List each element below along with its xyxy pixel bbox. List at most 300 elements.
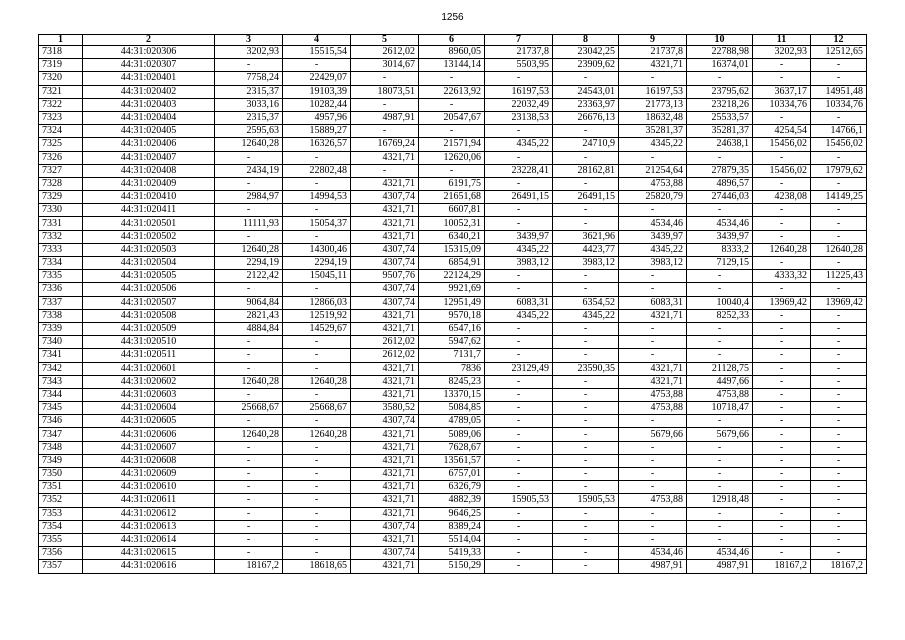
table-cell: - xyxy=(553,125,619,138)
table-cell: 22429,07 xyxy=(283,72,351,85)
table-cell: 25668,67 xyxy=(283,402,351,415)
table-cell: 10282,44 xyxy=(283,98,351,111)
table-cell: 5679,66 xyxy=(619,428,687,441)
table-cell: 4534,46 xyxy=(619,217,687,230)
table-cell: 4987,91 xyxy=(619,560,687,573)
table-cell: 7335 xyxy=(39,270,83,283)
table-cell: - xyxy=(553,204,619,217)
table-cell: - xyxy=(215,283,283,296)
table-cell: - xyxy=(687,507,753,520)
table-cell: 6340,21 xyxy=(419,230,485,243)
table-cell: 3033,16 xyxy=(215,98,283,111)
table-cell: - xyxy=(485,217,553,230)
table-cell: 7351 xyxy=(39,481,83,494)
table-cell: 44:31:020402 xyxy=(83,85,215,98)
column-header: 6 xyxy=(419,35,485,46)
table-cell: - xyxy=(687,481,753,494)
table-cell: - xyxy=(811,283,867,296)
table-cell: 5679,66 xyxy=(687,428,753,441)
table-cell: 2612,02 xyxy=(351,46,419,59)
table-cell: 22788,98 xyxy=(687,46,753,59)
table-cell: - xyxy=(351,72,419,85)
table-row xyxy=(39,481,867,494)
table-row xyxy=(39,454,867,467)
table-cell: 4321,71 xyxy=(351,428,419,441)
table-cell: - xyxy=(283,230,351,243)
table-cell: 9507,76 xyxy=(351,270,419,283)
table-cell: - xyxy=(553,547,619,560)
table-cell: 6547,16 xyxy=(419,322,485,335)
table-cell: - xyxy=(553,507,619,520)
table-cell: 9064,84 xyxy=(215,296,283,309)
table-cell: 4534,46 xyxy=(687,217,753,230)
table-row xyxy=(39,230,867,243)
table-cell: - xyxy=(485,402,553,415)
table-cell: 9921,69 xyxy=(419,283,485,296)
table-cell: 7329 xyxy=(39,191,83,204)
table-cell: 7341 xyxy=(39,349,83,362)
table-cell: 44:31:020405 xyxy=(83,125,215,138)
table-cell: - xyxy=(753,322,811,335)
table-cell: - xyxy=(553,441,619,454)
table-cell: - xyxy=(753,72,811,85)
table-cell: - xyxy=(485,520,553,533)
table-cell: 2294,19 xyxy=(283,257,351,270)
table-cell: 6191,75 xyxy=(419,177,485,190)
table-cell: 8333,2 xyxy=(687,243,753,256)
table-body xyxy=(39,46,867,574)
table-cell: 44:31:020404 xyxy=(83,111,215,124)
table-cell: 7348 xyxy=(39,441,83,454)
table-cell: 7319 xyxy=(39,59,83,72)
table-cell: 8245,23 xyxy=(419,375,485,388)
table-row xyxy=(39,388,867,401)
table-cell: 15905,53 xyxy=(485,494,553,507)
table-cell: - xyxy=(811,204,867,217)
table-cell: 7346 xyxy=(39,415,83,428)
table-cell: 6083,31 xyxy=(619,296,687,309)
table-cell: - xyxy=(485,349,553,362)
table-cell: 12512,65 xyxy=(811,46,867,59)
table-cell: 4321,71 xyxy=(351,468,419,481)
table-cell: 15054,37 xyxy=(283,217,351,230)
table-row xyxy=(39,494,867,507)
table-cell: 44:31:020613 xyxy=(83,520,215,533)
table-cell: 12620,06 xyxy=(419,151,485,164)
table-cell: - xyxy=(753,257,811,270)
table-cell: 2595,63 xyxy=(215,125,283,138)
table-cell: - xyxy=(485,270,553,283)
table-cell: 22613,92 xyxy=(419,85,485,98)
table-cell: 7326 xyxy=(39,151,83,164)
table-cell: 23138,53 xyxy=(485,111,553,124)
table-row xyxy=(39,98,867,111)
table-cell: 27446,03 xyxy=(687,191,753,204)
table-cell: - xyxy=(811,375,867,388)
table-cell: - xyxy=(553,560,619,573)
table-cell: 44:31:020501 xyxy=(83,217,215,230)
column-header: 1 xyxy=(39,35,83,46)
table-cell: 3202,93 xyxy=(753,46,811,59)
table-cell: 44:31:020409 xyxy=(83,177,215,190)
table-cell: 44:31:020503 xyxy=(83,243,215,256)
table-cell: - xyxy=(753,441,811,454)
table-cell: 4957,96 xyxy=(283,111,351,124)
table-cell: 2434,19 xyxy=(215,164,283,177)
table-cell: - xyxy=(215,468,283,481)
table-cell: 7357 xyxy=(39,560,83,573)
table-cell: 12640,28 xyxy=(215,138,283,151)
table-cell: - xyxy=(553,415,619,428)
table-row xyxy=(39,309,867,322)
table-cell: 23129,49 xyxy=(485,362,553,375)
table-cell: 44:31:020607 xyxy=(83,441,215,454)
table-cell: 4753,88 xyxy=(619,388,687,401)
table-cell: - xyxy=(811,72,867,85)
table-cell: - xyxy=(553,375,619,388)
table-cell: 44:31:020611 xyxy=(83,494,215,507)
table-cell: - xyxy=(553,454,619,467)
column-header: 9 xyxy=(619,35,687,46)
table-cell: 6757,01 xyxy=(419,468,485,481)
table-row xyxy=(39,322,867,335)
table-row xyxy=(39,204,867,217)
table-cell: 24543,01 xyxy=(553,85,619,98)
table-cell: 4321,71 xyxy=(351,151,419,164)
table-cell: - xyxy=(811,428,867,441)
table-cell: 7328 xyxy=(39,177,83,190)
table-cell: 4345,22 xyxy=(619,243,687,256)
table-cell: - xyxy=(215,547,283,560)
table-cell: 7628,67 xyxy=(419,441,485,454)
table-cell: 26676,13 xyxy=(553,111,619,124)
table-cell: 26491,15 xyxy=(553,191,619,204)
table-cell: 3580,52 xyxy=(351,402,419,415)
table-cell: - xyxy=(687,204,753,217)
table-cell: 3621,96 xyxy=(553,230,619,243)
table-cell: 2122,42 xyxy=(215,270,283,283)
column-header: 4 xyxy=(283,35,351,46)
table-cell: 7131,7 xyxy=(419,349,485,362)
table-cell: 44:31:020616 xyxy=(83,560,215,573)
table-row xyxy=(39,560,867,573)
table-cell: - xyxy=(753,111,811,124)
table-cell: - xyxy=(419,164,485,177)
table-cell: - xyxy=(619,481,687,494)
table-row xyxy=(39,375,867,388)
table-cell: - xyxy=(553,217,619,230)
table-row xyxy=(39,217,867,230)
table-cell: 14529,67 xyxy=(283,322,351,335)
table-cell: 6607,81 xyxy=(419,204,485,217)
table-cell: 4321,71 xyxy=(351,507,419,520)
table-cell: - xyxy=(283,507,351,520)
table-cell: - xyxy=(553,322,619,335)
table-cell: 13969,42 xyxy=(753,296,811,309)
table-cell: - xyxy=(811,151,867,164)
table-cell: - xyxy=(753,336,811,349)
table-cell: 7322 xyxy=(39,98,83,111)
table-cell: 7343 xyxy=(39,375,83,388)
table-cell: 6854,91 xyxy=(419,257,485,270)
table-cell: - xyxy=(619,204,687,217)
table-cell: - xyxy=(753,349,811,362)
table-cell: - xyxy=(485,468,553,481)
table-cell: 12640,28 xyxy=(215,243,283,256)
table-cell: 44:31:020504 xyxy=(83,257,215,270)
table-cell: 21571,94 xyxy=(419,138,485,151)
table-cell: 7338 xyxy=(39,309,83,322)
table-cell: 4307,74 xyxy=(351,257,419,270)
table-cell: - xyxy=(753,533,811,546)
table-cell: - xyxy=(753,283,811,296)
table-cell: 44:31:020306 xyxy=(83,46,215,59)
table-cell: 9570,18 xyxy=(419,309,485,322)
table-cell: - xyxy=(619,151,687,164)
table-cell: 15045,11 xyxy=(283,270,351,283)
table-cell: 7129,15 xyxy=(687,257,753,270)
table-cell: 8389,24 xyxy=(419,520,485,533)
table-cell: 22802,48 xyxy=(283,164,351,177)
table-cell: 7339 xyxy=(39,322,83,335)
table-cell: - xyxy=(811,533,867,546)
table-cell: 44:31:020603 xyxy=(83,388,215,401)
table-cell: 4307,74 xyxy=(351,191,419,204)
table-cell: - xyxy=(811,481,867,494)
table-cell: 4321,71 xyxy=(351,481,419,494)
table-cell: - xyxy=(283,177,351,190)
table-cell: - xyxy=(283,59,351,72)
table-cell: 4534,46 xyxy=(619,547,687,560)
table-row xyxy=(39,164,867,177)
table-cell: - xyxy=(619,454,687,467)
column-header: 11 xyxy=(753,35,811,46)
table-cell: 7332 xyxy=(39,230,83,243)
column-header: 8 xyxy=(553,35,619,46)
table-cell: - xyxy=(283,441,351,454)
table-cell: 4321,71 xyxy=(619,362,687,375)
table-row xyxy=(39,138,867,151)
table-cell: 4333,32 xyxy=(753,270,811,283)
table-row xyxy=(39,111,867,124)
table-cell: 7336 xyxy=(39,283,83,296)
table-cell: 14300,46 xyxy=(283,243,351,256)
table-cell: 7352 xyxy=(39,494,83,507)
table-cell: 8252,33 xyxy=(687,309,753,322)
table-cell: 3439,97 xyxy=(687,230,753,243)
table-row xyxy=(39,72,867,85)
table-cell: - xyxy=(485,388,553,401)
table-cell: 21737,8 xyxy=(485,46,553,59)
table-cell: 35281,37 xyxy=(687,125,753,138)
table-cell: - xyxy=(687,533,753,546)
table-cell: - xyxy=(215,230,283,243)
table-cell: 5150,29 xyxy=(419,560,485,573)
table-cell: 22032,49 xyxy=(485,98,553,111)
table-cell: 5419,33 xyxy=(419,547,485,560)
table-cell: 7836 xyxy=(419,362,485,375)
table-cell: - xyxy=(419,72,485,85)
table-cell: 4497,66 xyxy=(687,375,753,388)
table-cell: - xyxy=(485,547,553,560)
table-cell: 35281,37 xyxy=(619,125,687,138)
column-header: 5 xyxy=(351,35,419,46)
table-cell: - xyxy=(283,494,351,507)
table-cell: 18167,2 xyxy=(811,560,867,573)
table-cell: 8960,05 xyxy=(419,46,485,59)
table-row xyxy=(39,151,867,164)
table-cell: - xyxy=(485,375,553,388)
table-cell: 2294,19 xyxy=(215,257,283,270)
table-cell: 14951,48 xyxy=(811,85,867,98)
table-cell: - xyxy=(811,111,867,124)
table-cell: 7353 xyxy=(39,507,83,520)
table-cell: - xyxy=(753,415,811,428)
table-cell: - xyxy=(283,362,351,375)
table-cell: 44:31:020604 xyxy=(83,402,215,415)
table-cell: - xyxy=(811,494,867,507)
table-cell: 6354,52 xyxy=(553,296,619,309)
table-cell: 12918,48 xyxy=(687,494,753,507)
table-cell: - xyxy=(283,204,351,217)
table-cell: - xyxy=(485,125,553,138)
table-cell: 23218,26 xyxy=(687,98,753,111)
table-cell: 44:31:020401 xyxy=(83,72,215,85)
table-cell: - xyxy=(553,468,619,481)
table-cell: - xyxy=(619,507,687,520)
table-cell: - xyxy=(753,59,811,72)
table-cell: 10718,47 xyxy=(687,402,753,415)
table-cell: - xyxy=(215,481,283,494)
table-cell: 7350 xyxy=(39,468,83,481)
table-cell: 25533,57 xyxy=(687,111,753,124)
table-cell: 12640,28 xyxy=(811,243,867,256)
table-cell: - xyxy=(283,454,351,467)
table-cell: - xyxy=(215,349,283,362)
table-cell: 4884,84 xyxy=(215,322,283,335)
table-cell: 7327 xyxy=(39,164,83,177)
table-cell: 14994,53 xyxy=(283,191,351,204)
table-cell: - xyxy=(553,533,619,546)
table-cell: 44:31:020508 xyxy=(83,309,215,322)
table-cell: - xyxy=(619,533,687,546)
table-cell: 18167,2 xyxy=(215,560,283,573)
table-cell: 7320 xyxy=(39,72,83,85)
table-cell: - xyxy=(485,204,553,217)
table-cell: - xyxy=(553,349,619,362)
table-cell: 7334 xyxy=(39,257,83,270)
table-row xyxy=(39,415,867,428)
table-cell: 2315,37 xyxy=(215,111,283,124)
table-cell: 44:31:020407 xyxy=(83,151,215,164)
table-cell: 9646,25 xyxy=(419,507,485,520)
table-cell: - xyxy=(687,415,753,428)
table-cell: - xyxy=(283,349,351,362)
table-cell: 7355 xyxy=(39,533,83,546)
table-row xyxy=(39,296,867,309)
table-cell: - xyxy=(215,454,283,467)
table-cell: - xyxy=(485,151,553,164)
table-cell: 5089,06 xyxy=(419,428,485,441)
table-cell: 15905,53 xyxy=(553,494,619,507)
table-cell: - xyxy=(619,322,687,335)
table-row xyxy=(39,441,867,454)
table-cell: 23042,25 xyxy=(553,46,619,59)
table-cell: - xyxy=(811,217,867,230)
table-cell: 5514,04 xyxy=(419,533,485,546)
table-cell: 13561,57 xyxy=(419,454,485,467)
table-cell: - xyxy=(687,151,753,164)
table-cell: 14149,25 xyxy=(811,191,867,204)
table-cell: 4987,91 xyxy=(351,111,419,124)
table-row xyxy=(39,520,867,533)
table-cell: 7356 xyxy=(39,547,83,560)
table-cell: - xyxy=(553,336,619,349)
table-cell: 17979,62 xyxy=(811,164,867,177)
table-cell: 4321,71 xyxy=(351,204,419,217)
table-cell: 4321,71 xyxy=(351,494,419,507)
table-cell: - xyxy=(215,362,283,375)
table-cell: 44:31:020605 xyxy=(83,415,215,428)
table-cell: - xyxy=(553,402,619,415)
table-cell: - xyxy=(485,72,553,85)
table-cell: 4307,74 xyxy=(351,243,419,256)
table-row xyxy=(39,349,867,362)
table-row xyxy=(39,533,867,546)
table-cell: - xyxy=(283,151,351,164)
table-row xyxy=(39,270,867,283)
table-cell: 15515,54 xyxy=(283,46,351,59)
table-cell: 3637,17 xyxy=(753,85,811,98)
table-cell: - xyxy=(753,507,811,520)
table-row xyxy=(39,402,867,415)
table-row xyxy=(39,125,867,138)
table-cell: 4321,71 xyxy=(351,177,419,190)
table-cell: 44:31:020602 xyxy=(83,375,215,388)
table-cell: 44:31:020502 xyxy=(83,230,215,243)
table-cell: 12640,28 xyxy=(753,243,811,256)
table-cell: - xyxy=(619,72,687,85)
table-cell: 44:31:020307 xyxy=(83,59,215,72)
table-cell: - xyxy=(485,560,553,573)
table-cell: 2821,43 xyxy=(215,309,283,322)
table-cell: 44:31:020609 xyxy=(83,468,215,481)
table-row xyxy=(39,85,867,98)
table-row xyxy=(39,257,867,270)
table-cell: 44:31:020612 xyxy=(83,507,215,520)
table-row xyxy=(39,336,867,349)
table-cell: 23228,41 xyxy=(485,164,553,177)
table-cell: - xyxy=(811,336,867,349)
table-cell: - xyxy=(811,309,867,322)
table-cell: 4321,71 xyxy=(351,441,419,454)
table-cell: - xyxy=(485,177,553,190)
table-cell: - xyxy=(753,481,811,494)
table-cell: - xyxy=(283,481,351,494)
table-cell: 7344 xyxy=(39,388,83,401)
table-cell: - xyxy=(753,428,811,441)
table-cell: - xyxy=(687,322,753,335)
table-cell: 23795,62 xyxy=(687,85,753,98)
table-cell: 10040,4 xyxy=(687,296,753,309)
table-cell: 4307,74 xyxy=(351,415,419,428)
table-cell: - xyxy=(619,441,687,454)
table-cell: 4238,08 xyxy=(753,191,811,204)
table-cell: - xyxy=(419,98,485,111)
data-table xyxy=(38,34,867,574)
table-cell: 44:31:020408 xyxy=(83,164,215,177)
table-cell: 4345,22 xyxy=(485,309,553,322)
